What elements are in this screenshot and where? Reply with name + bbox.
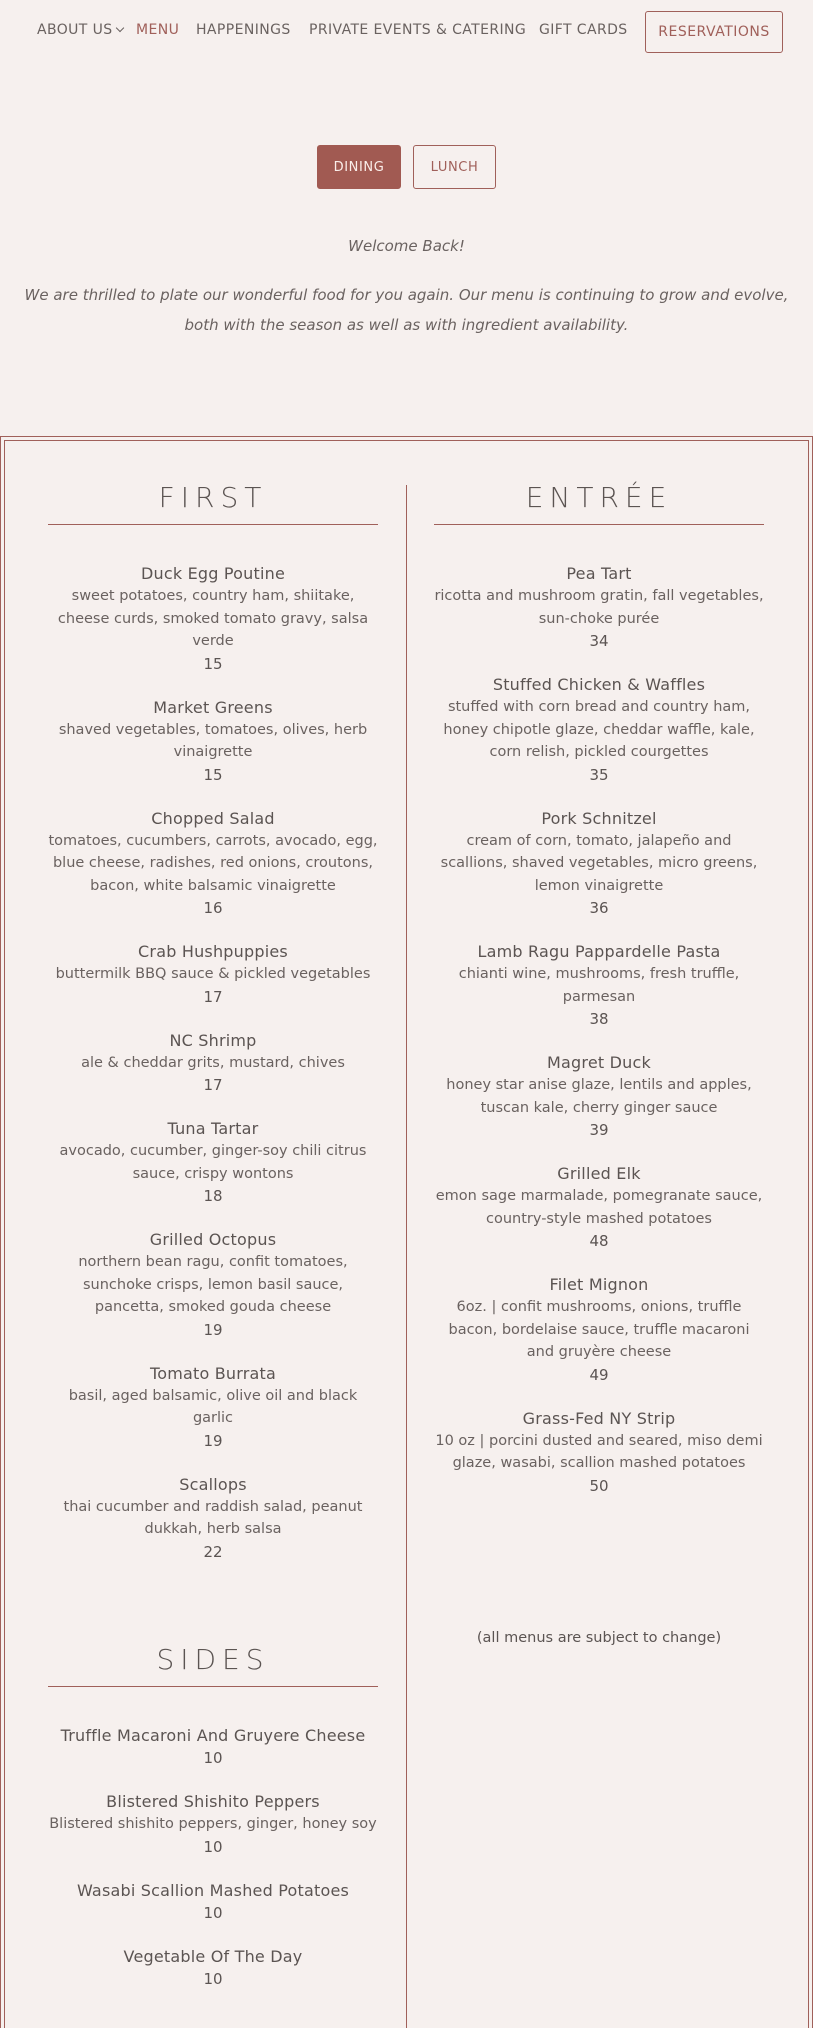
- menu-item-description: honey star anise glaze, lentils and apples, tuscan kale, cherry ginger sauce: [446, 1077, 752, 1116]
- menu-item-price: 35: [589, 765, 609, 784]
- menu-item-name: Grilled Elk: [557, 1164, 641, 1183]
- menu-item-description: avocado, cucumber, ginger-soy chili citrus sauce, crispy wontons: [59, 1143, 367, 1182]
- nav-happenings[interactable]: HAPPENINGS: [196, 22, 291, 38]
- menu-item-name: Truffle Macaroni And Gruyere Cheese: [60, 1726, 366, 1745]
- menu-item: [434, 1408, 764, 1497]
- menu-item-description: basil, aged balsamic, olive oil and black garlic: [68, 1387, 358, 1426]
- nav-menu[interactable]: MENU: [136, 22, 180, 38]
- menu-item-name: Magret Duck: [547, 1053, 651, 1072]
- menu-item-description: Blistered shishito peppers, ginger, honey soy: [49, 1816, 377, 1832]
- menu-item: [48, 1363, 378, 1452]
- menu-item-name: Pork Schnitzel: [541, 808, 657, 828]
- menu-item: [48, 1946, 378, 1990]
- menu-item-description: northern bean ragu, confit tomatoes, sunchoke crisps, lemon basil sauce, pancetta, smoked gouda cheese: [78, 1254, 348, 1315]
- menu-item: [48, 563, 378, 675]
- menu-item: [48, 1880, 378, 1924]
- menu-item-description: ale & cheddar grits, mustard, chives: [81, 1054, 345, 1071]
- menu-item-price: 10: [203, 1903, 223, 1922]
- menu-item-price: 10: [203, 1969, 223, 1988]
- menu-item-price: 22: [203, 1542, 223, 1561]
- first-items: [48, 563, 378, 1563]
- menu-item-price: 15: [203, 765, 223, 784]
- menu-item-description: 6oz. | confit mushrooms, onions, truffle bacon, bordelaise sauce, truffle macaroni and gruyère cheese: [448, 1299, 750, 1360]
- menu-item-description: cream of corn, tomato, jalapeño and scallions, shaved vegetables, micro greens, lemon vinaigrette: [440, 832, 758, 894]
- menu-item-price: 39: [589, 1121, 609, 1139]
- menu-item-name: Grilled Octopus: [149, 1230, 277, 1249]
- menu-item-name: Duck Egg Poutine: [140, 564, 286, 583]
- welcome-heading: Welcome Back!: [348, 237, 465, 255]
- menu-item-name: Chopped Salad: [151, 808, 275, 828]
- chevron-down-icon: [115, 24, 123, 32]
- menu-item-name: Wasabi Scallion Mashed Potatoes: [76, 1880, 350, 1900]
- menu-item-price: 17: [203, 1076, 223, 1094]
- menu-item-name: Pea Tart: [566, 564, 632, 583]
- top-nav: [0, 0, 813, 64]
- menu-item: [434, 563, 764, 652]
- menu-item: [48, 808, 378, 920]
- section-entree: [434, 478, 764, 1519]
- nav-about-us[interactable]: [37, 22, 123, 38]
- menu-item-description: sweet potatoes, country ham, shiitake, cheese curds, smoked tomato gravy, salsa verde: [57, 588, 369, 649]
- menu-item: [48, 1030, 378, 1097]
- menu-item-description: chianti wine, mushrooms, fresh truffle, parmesan: [458, 966, 740, 1005]
- tab-lunch[interactable]: LUNCH: [413, 145, 496, 189]
- nav-gift-cards[interactable]: GIFT CARDS: [539, 22, 628, 38]
- menu-item-description: shaved vegetables, tomatoes, olives, herb vinaigrette: [58, 721, 368, 760]
- section-title-sides: SIDES: [156, 1643, 270, 1676]
- menu-item-description: stuffed with corn bread and country ham, honey chipotle glaze, cheddar waffle, kale, corn relish, pickled courgettes: [443, 699, 755, 760]
- menu-item-name: Crab Hushpuppies: [138, 942, 288, 961]
- menu-item-price: 48: [589, 1232, 609, 1250]
- menu-item: [434, 674, 764, 786]
- menu-item-name: Stuffed Chicken & Waffles: [492, 675, 706, 694]
- menu-item-name: Scallops: [179, 1474, 247, 1494]
- menu-item-name: Tuna Tartar: [167, 1119, 259, 1138]
- menu-item-price: 15: [203, 654, 223, 673]
- menu-item: [48, 1229, 378, 1341]
- menu-item-price: 18: [203, 1187, 223, 1205]
- section-first: [48, 478, 378, 1585]
- menu-item-price: 17: [203, 987, 223, 1006]
- section-rule: [434, 524, 764, 525]
- menu-item-name: Market Greens: [153, 697, 273, 717]
- menu-item-description: 10 oz | porcini dusted and seared, miso demi glaze, wasabi, scallion mashed potatoes: [435, 1432, 763, 1471]
- menu-item: [48, 1725, 378, 1769]
- menu-item-price: 19: [203, 1431, 223, 1450]
- menu-item-price: 19: [203, 1320, 223, 1339]
- menu-item: [48, 1474, 378, 1563]
- column-divider: [406, 485, 407, 2028]
- menu-item: [48, 1791, 378, 1858]
- sides-items: [48, 1725, 378, 1990]
- menu-item-description: buttermilk BBQ sauce & pickled vegetables: [55, 966, 371, 982]
- section-sides: [48, 1640, 378, 2012]
- reservations-button[interactable]: RESERVATIONS: [645, 11, 783, 53]
- menu-item: [434, 1052, 764, 1141]
- section-title-entree: ENTRÉE: [525, 481, 673, 514]
- tab-dining[interactable]: DINING: [317, 145, 401, 189]
- menu-item-name: Tomato Burrata: [149, 1363, 277, 1383]
- menu-item-name: Grass-Fed NY Strip: [522, 1408, 676, 1428]
- menu-item-description: thai cucumber and raddish salad, peanut dukkah, herb salsa: [63, 1498, 363, 1537]
- menu-item-price: 10: [203, 1837, 223, 1856]
- menu-item-price: 49: [589, 1365, 609, 1384]
- menu-item: [434, 941, 764, 1030]
- menu-item-name: NC Shrimp: [169, 1030, 257, 1050]
- menu-item: [48, 941, 378, 1008]
- nav-about-us-label: ABOUT US: [37, 22, 113, 38]
- section-rule: [48, 1686, 378, 1687]
- section-title-first: FIRST: [158, 481, 268, 514]
- menu-item-name: Filet Mignon: [549, 1275, 649, 1294]
- menu-item-name: Lamb Ragu Pappardelle Pasta: [477, 942, 721, 961]
- nav-private-events[interactable]: PRIVATE EVENTS & CATERING: [309, 22, 527, 38]
- menu-item-price: 38: [589, 1010, 609, 1028]
- menu-item: [48, 697, 378, 786]
- menu-item: [434, 808, 764, 920]
- menu-item-price: 50: [589, 1476, 609, 1495]
- entree-items: [434, 563, 764, 1497]
- menu-item-price: 36: [589, 899, 609, 917]
- menu-item-description: emon sage marmalade, pomegranate sauce, country-style mashed potatoes: [435, 1188, 763, 1227]
- menu-item-description: tomatoes, cucumbers, carrots, avocado, egg, blue cheese, radishes, red onions, croutons, bacon, white balsamic vinaigrette: [48, 832, 378, 894]
- menu-item-description: ricotta and mushroom gratin, fall vegetables, sun-choke purée: [434, 588, 764, 627]
- menu-item-price: 16: [203, 899, 223, 917]
- menu-item-name: Vegetable Of The Day: [123, 1946, 303, 1966]
- menu-item-price: 34: [589, 632, 609, 650]
- menu-item-price: 10: [203, 1749, 223, 1767]
- menu-item-name: Blistered Shishito Peppers: [106, 1792, 320, 1811]
- section-rule: [48, 524, 378, 525]
- menu-item: [48, 1118, 378, 1207]
- menu-item: [434, 1163, 764, 1252]
- intro-text: We are thrilled to plate our wonderful food for you again. Our menu is continuing to grow and evolve, both with the season as well as with ingredient availability.: [24, 286, 789, 334]
- menu-item: [434, 1274, 764, 1386]
- menu-change-note: (all menus are subject to change): [476, 1630, 722, 1646]
